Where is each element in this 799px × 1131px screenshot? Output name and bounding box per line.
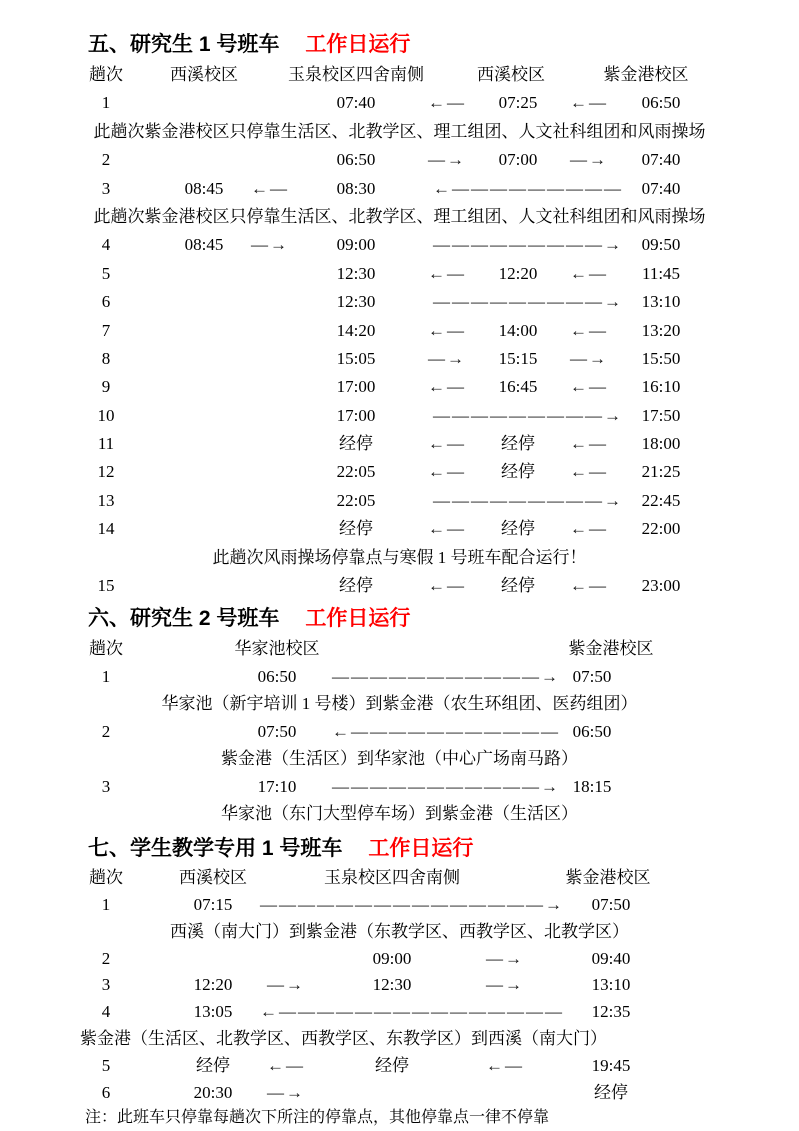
schedule-row <box>0 487 799 515</box>
time-cell: 06:50 <box>641 93 681 113</box>
time-cell: 13:10 <box>641 292 681 312</box>
time-cell: 09:00 <box>372 948 412 968</box>
time-cell: 12:30 <box>336 263 376 283</box>
arrow-right-long-icon: ———————————→ <box>332 776 560 796</box>
arrow-left-icon: ←— <box>428 576 466 596</box>
arrow-right-icon: —→ <box>570 150 608 170</box>
route-note: 紫金港（生活区、北教学区、西教学区、东教学区）到西溪（南大门） <box>80 1029 607 1049</box>
time-cell: 19:45 <box>591 1056 631 1076</box>
arrow-right-long-icon: ———————————→ <box>332 666 560 686</box>
arrow-right-long-icon: ———————————————→ <box>260 894 564 914</box>
time-cell: 经停 <box>339 434 373 454</box>
section-title: 七、学生教学专用 1 号班车 <box>88 836 343 860</box>
route-note: 华家池（东门大型停车场）到紫金港（生活区） <box>221 804 578 824</box>
section-title: 五、研究生 1 号班车 <box>88 33 280 56</box>
schedule-row <box>0 572 799 600</box>
trip-number: 3 <box>101 776 111 796</box>
schedule-row <box>0 231 799 259</box>
trip-number: 1 <box>101 666 111 686</box>
time-cell: 21:25 <box>641 462 681 482</box>
time-cell: 06:50 <box>572 721 612 741</box>
trip-number: 15 <box>97 576 115 596</box>
time-cell: 07:40 <box>641 150 681 170</box>
schedule-row <box>0 946 799 973</box>
column-header: 玉泉校区四舍南侧 <box>324 867 460 887</box>
arrow-right-icon: —→ <box>428 348 466 368</box>
section-title: 六、研究生 2 号班车 <box>88 607 280 631</box>
time-cell: 16:45 <box>498 377 538 397</box>
schedule-row <box>0 260 799 288</box>
time-cell: 07:15 <box>193 894 233 914</box>
schedule-row <box>0 458 799 486</box>
arrow-right-icon: —→ <box>267 975 305 995</box>
column-header: 西溪校区 <box>477 65 545 84</box>
time-cell: 07:40 <box>641 178 681 198</box>
column-header: 华家池校区 <box>234 639 320 659</box>
arrow-left-icon: ←— <box>428 377 466 397</box>
arrow-left-icon: ←— <box>570 462 608 482</box>
time-cell: 12:20 <box>193 975 233 995</box>
time-cell: 13:10 <box>591 975 631 995</box>
arrow-left-icon: ←— <box>251 178 289 198</box>
trip-number: 6 <box>101 292 111 312</box>
time-cell: 18:00 <box>641 434 681 454</box>
arrow-right-long-icon: —————————→ <box>433 292 623 312</box>
trip-number: 13 <box>97 490 115 510</box>
trip-number: 4 <box>101 1002 111 1022</box>
time-cell: 经停 <box>501 462 535 482</box>
time-cell: 17:00 <box>336 405 376 425</box>
schedule-row <box>0 663 799 691</box>
weekday-run-badge: 工作日运行 <box>305 607 411 631</box>
time-cell: 07:50 <box>572 666 612 686</box>
weekday-run-badge: 工作日运行 <box>368 836 474 860</box>
trip-number: 3 <box>101 975 111 995</box>
arrow-left-icon: ←— <box>428 263 466 283</box>
arrow-left-icon: ←— <box>570 434 608 454</box>
arrow-left-icon: ←— <box>428 434 466 454</box>
arrow-left-long-icon: ←——————————————— <box>260 1002 564 1022</box>
schedule-row <box>0 146 799 174</box>
arrow-left-icon: ←— <box>570 519 608 539</box>
schedule-row <box>0 175 799 203</box>
arrow-left-icon: ←— <box>428 519 466 539</box>
schedule-row <box>0 345 799 373</box>
schedule-row <box>0 1053 799 1080</box>
arrow-left-icon: ←— <box>570 320 608 340</box>
arrow-right-icon: —→ <box>486 975 524 995</box>
time-cell: 22:45 <box>641 490 681 510</box>
arrow-right-long-icon: —————————→ <box>433 490 623 510</box>
time-cell: 07:25 <box>498 93 538 113</box>
column-header: 趟次 <box>89 639 123 659</box>
schedule-row <box>0 773 799 801</box>
time-cell: 07:00 <box>498 150 538 170</box>
time-cell: 09:40 <box>591 948 631 968</box>
time-cell: 17:50 <box>641 405 681 425</box>
trip-number: 6 <box>101 1083 111 1103</box>
arrow-left-icon: ←— <box>570 93 608 113</box>
time-cell: 经停 <box>594 1083 628 1103</box>
trip-number: 4 <box>101 235 111 255</box>
trip-number: 5 <box>101 263 111 283</box>
time-cell: 17:00 <box>336 377 376 397</box>
trip-number: 8 <box>101 348 111 368</box>
trip-number: 3 <box>101 178 111 198</box>
time-cell: 20:30 <box>193 1083 233 1103</box>
arrow-right-icon: —→ <box>267 1083 305 1103</box>
column-header: 紫金港校区 <box>603 65 689 84</box>
schedule-row <box>0 892 799 919</box>
section-title-line <box>88 602 799 635</box>
time-cell: 07:50 <box>591 894 631 914</box>
time-cell: 经停 <box>339 576 373 596</box>
trip-number: 9 <box>101 377 111 397</box>
section-title-line <box>88 28 799 61</box>
arrow-right-icon: —→ <box>486 948 524 968</box>
schedule-row <box>0 718 799 746</box>
column-header: 西溪校区 <box>170 65 238 84</box>
time-cell: 23:00 <box>641 576 681 596</box>
time-cell: 08:30 <box>336 178 376 198</box>
arrow-right-icon: —→ <box>251 235 289 255</box>
time-cell: 13:05 <box>193 1002 233 1022</box>
route-note: 此趟次紫金港校区只停靠生活区、北教学区、理工组团、人文社科组团和风雨操场 <box>93 206 706 226</box>
column-header: 趟次 <box>89 65 123 84</box>
time-cell: 06:50 <box>257 666 297 686</box>
time-cell: 22:05 <box>336 490 376 510</box>
time-cell: 经停 <box>501 434 535 454</box>
time-cell: 22:05 <box>336 462 376 482</box>
arrow-left-icon: ←— <box>428 93 466 113</box>
schedule-row <box>0 999 799 1026</box>
time-cell: 16:10 <box>641 377 681 397</box>
arrow-left-long-icon: ←——————————— <box>332 721 560 741</box>
timetable-sections <box>0 28 799 1107</box>
arrow-right-icon: —→ <box>428 150 466 170</box>
trip-number: 2 <box>101 721 111 741</box>
trip-number: 7 <box>101 320 111 340</box>
time-cell: 15:15 <box>498 348 538 368</box>
trip-number: 14 <box>97 519 115 539</box>
schedule-row <box>0 288 799 316</box>
arrow-right-long-icon: —————————→ <box>433 235 623 255</box>
time-cell: 经停 <box>339 519 373 539</box>
column-header-row <box>0 865 799 892</box>
arrow-left-icon: ←— <box>267 1056 305 1076</box>
section-s7 <box>0 832 799 1107</box>
trip-number: 5 <box>101 1056 111 1076</box>
time-cell: 06:50 <box>336 150 376 170</box>
section-s6 <box>0 602 799 828</box>
arrow-left-icon: ←— <box>570 263 608 283</box>
time-cell: 08:45 <box>184 235 224 255</box>
schedule-row <box>0 373 799 401</box>
column-header: 趟次 <box>89 867 123 887</box>
time-cell: 08:45 <box>184 178 224 198</box>
schedule-row <box>0 1080 799 1107</box>
time-cell: 15:05 <box>336 348 376 368</box>
footnote: 注：此班车只停靠每趟次下所注的停靠点，其他停靠点一律不停靠 <box>85 1108 550 1126</box>
arrow-left-long-icon: ←————————— <box>433 178 623 198</box>
schedule-row <box>0 430 799 458</box>
trip-number: 2 <box>101 150 111 170</box>
schedule-row <box>0 515 799 543</box>
route-note: 华家池（新宇培训 1 号楼）到紫金港（农生环组团、医药组团） <box>161 694 638 714</box>
section-title-line <box>88 832 799 865</box>
route-note: 紫金港（生活区）到华家池（中心广场南马路） <box>221 749 578 769</box>
time-cell: 12:35 <box>591 1002 631 1022</box>
time-cell: 经停 <box>196 1056 230 1076</box>
trip-number: 1 <box>101 894 111 914</box>
route-note: 此趟次紫金港校区只停靠生活区、北教学区、理工组团、人文社科组团和风雨操场 <box>93 121 706 141</box>
time-cell: 12:30 <box>372 975 412 995</box>
time-cell: 22:00 <box>641 519 681 539</box>
route-note: 西溪（南大门）到紫金港（东教学区、西教学区、北教学区） <box>170 921 629 941</box>
weekday-run-badge: 工作日运行 <box>305 33 411 56</box>
trip-number: 11 <box>97 434 115 454</box>
time-cell: 09:50 <box>641 235 681 255</box>
arrow-left-icon: ←— <box>486 1056 524 1076</box>
column-header: 紫金港校区 <box>568 639 654 659</box>
arrow-right-icon: —→ <box>570 348 608 368</box>
arrow-left-icon: ←— <box>570 377 608 397</box>
time-cell: 09:00 <box>336 235 376 255</box>
time-cell: 经停 <box>501 576 535 596</box>
time-cell: 11:45 <box>641 263 681 283</box>
route-note: 此趟次风雨操场停靠点与寒假 1 号班车配合运行！ <box>212 547 587 567</box>
schedule-row <box>0 317 799 345</box>
trip-number: 2 <box>101 948 111 968</box>
time-cell: 14:20 <box>336 320 376 340</box>
arrow-right-long-icon: —————————→ <box>433 405 623 425</box>
schedule-row <box>0 89 799 117</box>
time-cell: 12:30 <box>336 292 376 312</box>
time-cell: 18:15 <box>572 776 612 796</box>
trip-number: 1 <box>101 93 111 113</box>
time-cell: 14:00 <box>498 320 538 340</box>
schedule-row <box>0 972 799 999</box>
time-cell: 07:40 <box>336 93 376 113</box>
arrow-left-icon: ←— <box>428 462 466 482</box>
time-cell: 经停 <box>375 1056 409 1076</box>
time-cell: 07:50 <box>257 721 297 741</box>
column-header-row <box>0 635 799 663</box>
time-cell: 17:10 <box>257 776 297 796</box>
arrow-left-icon: ←— <box>570 576 608 596</box>
time-cell: 15:50 <box>641 348 681 368</box>
trip-number: 10 <box>97 405 115 425</box>
time-cell: 12:20 <box>498 263 538 283</box>
column-header: 玉泉校区四舍南侧 <box>288 65 424 84</box>
column-header-row <box>0 61 799 89</box>
time-cell: 经停 <box>501 519 535 539</box>
section-s5 <box>0 28 799 600</box>
arrow-left-icon: ←— <box>428 320 466 340</box>
column-header: 紫金港校区 <box>565 867 651 887</box>
schedule-row <box>0 402 799 430</box>
time-cell: 13:20 <box>641 320 681 340</box>
trip-number: 12 <box>97 462 115 482</box>
column-header: 西溪校区 <box>179 867 247 887</box>
